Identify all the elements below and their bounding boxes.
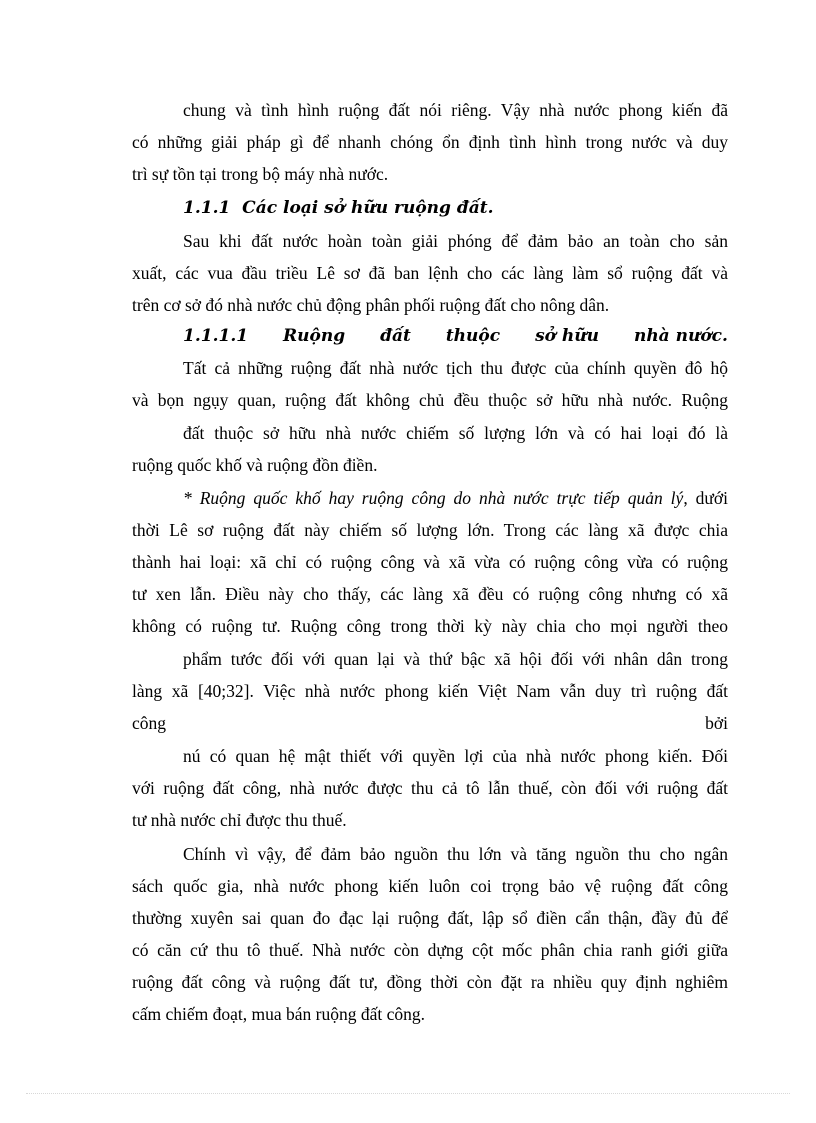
text-line: thành hai loại: xã chỉ có ruộng công và xã vừa có ruộng công vừa có ruộng (132, 552, 728, 572)
text-line: đất thuộc sở hữu nhà nước chiếm số lượng lớn và có hai loại đó là (183, 423, 728, 443)
section-heading (183, 197, 728, 219)
text-line: Chính vì vậy, để đảm bảo nguồn thu lớn và tăng nguồn thu cho ngân (183, 844, 728, 864)
text-line: thời Lê sơ ruộng đất này chiếm số lượng lớn. Trong các làng xã được chia (132, 520, 728, 540)
text-line: ruộng quốc khố và ruộng đồn điền. (132, 455, 378, 475)
text-line: tư nhà nước chỉ được thu thuế. (132, 810, 347, 830)
subsection-word: sở hữu (535, 326, 599, 346)
subsection-number: 1.1.1.1 (183, 326, 249, 346)
text-line: trì sự tồn tại trong bộ máy nhà nước. (132, 164, 389, 184)
text-line: có căn cứ thu tô thuế. Nhà nước còn dựng cột mốc phân chia ranh giới giữa (132, 940, 728, 960)
text-line (132, 712, 728, 734)
subsection-word: đất (380, 326, 411, 346)
subsection-word: Ruộng (283, 326, 346, 346)
section-number: 1.1.1 (183, 198, 231, 218)
text-line: nú có quan hệ mật thiết với quyền lợi của nhà nước phong kiến. Đối (183, 746, 728, 766)
text-fragment: , dưới (683, 488, 728, 508)
text-line: có những giải pháp gì để nhanh chóng ổn định tình hình trong nước và duy (132, 132, 728, 152)
text-line: với ruộng đất công, nhà nước được thu cả tô lẫn thuế, còn đối với ruộng đất (132, 778, 728, 798)
text-line: sách quốc gia, nhà nước phong kiến luôn coi trọng bảo vệ ruộng đất công (132, 876, 728, 896)
text-line: tư xen lẫn. Điều này cho thấy, các làng xã đều có ruộng công nhưng có xã (132, 584, 728, 604)
text-line: thường xuyên sai quan đo đạc lại ruộng đất, lập sổ điền cẩn thận, đầy đủ để (132, 908, 728, 928)
page-footer-divider (26, 1093, 790, 1094)
text-line: ruộng đất công và ruộng đất tư, đồng thời còn đặt ra nhiều quy định nghiêm (132, 972, 728, 992)
subsection-word: thuộc (445, 326, 501, 346)
text-line (183, 487, 728, 509)
text-line: và bọn ngụy quan, ruộng đất không chủ đều thuộc sở hữu nhà nước. Ruộng (132, 390, 728, 410)
subsection-heading (183, 325, 728, 347)
text-line: Sau khi đất nước hoàn toàn giải phóng để đảm bảo an toàn cho sản (183, 231, 728, 251)
text-line: Tất cả những ruộng đất nhà nước tịch thu được của chính quyền đô hộ (183, 358, 728, 378)
text-line: không có ruộng tư. Ruộng công trong thời kỳ này chia cho mọi người theo (132, 616, 728, 636)
text-fragment: công (132, 713, 167, 733)
text-line: chung và tình hình ruộng đất nói riêng. Vậy nhà nước phong kiến đã (183, 100, 728, 120)
section-title: Các loại sở hữu ruộng đất. (242, 198, 494, 218)
text-line: cấm chiếm đoạt, mua bán ruộng đất công. (132, 1004, 426, 1024)
text-line: làng xã [40;32]. Việc nhà nước phong kiến Việt Nam vẫn duy trì ruộng đất (132, 681, 728, 701)
text-fragment: bởi (705, 713, 728, 733)
italic-term: * Ruộng quốc khố hay ruộng công do nhà nước trực tiếp quản lý (183, 488, 684, 508)
subsection-word: nhà nước. (633, 326, 728, 346)
text-line: trên cơ sở đó nhà nước chủ động phân phối ruộng đất cho nông dân. (132, 295, 610, 315)
text-line: phẩm tước đối với quan lại và thứ bậc xã hội đối với nhân dân trong (183, 649, 728, 669)
text-line: xuất, các vua đầu triều Lê sơ đã ban lệnh cho các làng làm sổ ruộng đất và (132, 263, 728, 283)
